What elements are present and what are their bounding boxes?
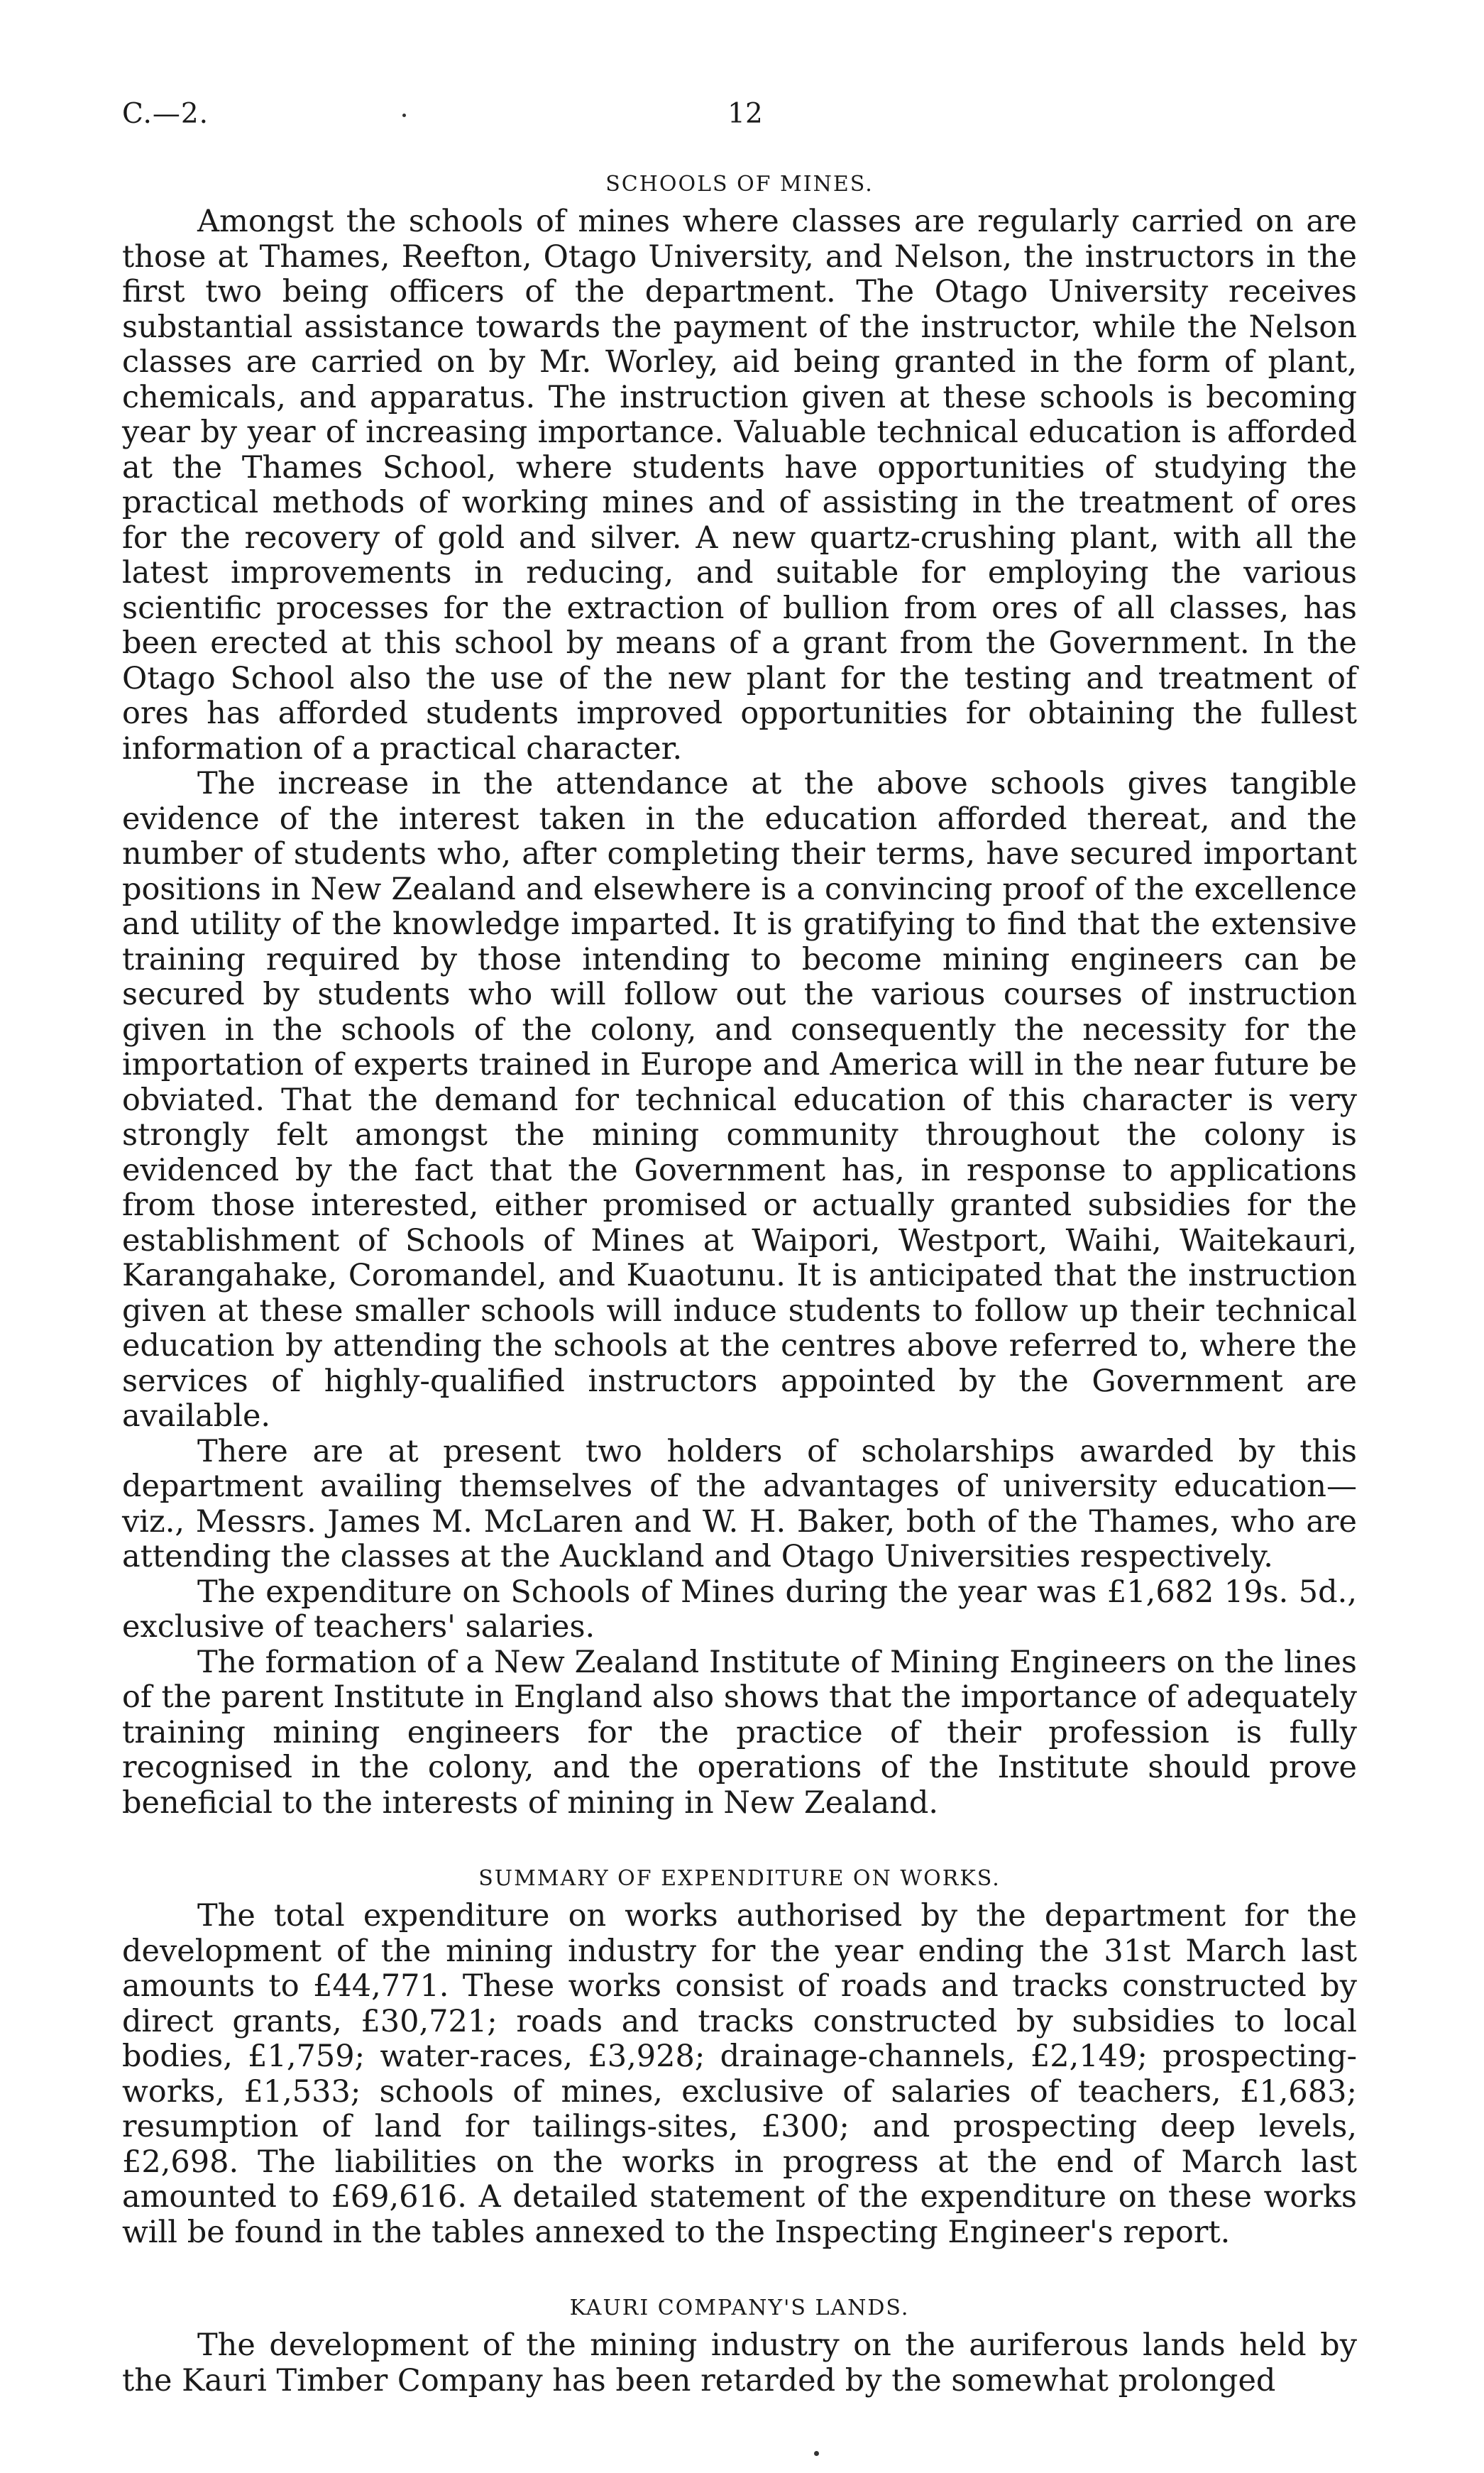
- section-heading: SCHOOLS OF MINES.: [605, 172, 874, 197]
- paragraph: The expenditure on Schools of Mines during the year was £1,682 19s. 5d., exclusive of teachers' salaries.: [122, 1574, 1357, 1645]
- section-heading: KAURI COMPANY'S LANDS.: [569, 2296, 910, 2320]
- page-reference: C.—2.: [122, 98, 209, 130]
- page-number: 12: [727, 98, 763, 130]
- paragraph: There are at present two holders of scholarships awarded by this department availing themselves of the advantages of university education—viz., Messrs. James M. McLaren and W. H. Baker, both of the Thames, who are attending the classes at the Auckland and Otago Universities respectively.: [122, 1433, 1357, 1574]
- header-dot-mark: [402, 114, 406, 117]
- section-summary-of-expenditure: [122, 1865, 1357, 2250]
- text-column: [122, 170, 1357, 2398]
- section-kauri-company-lands: [122, 2294, 1357, 2398]
- section-heading: SUMMARY OF EXPENDITURE ON WORKS.: [478, 1866, 1001, 1891]
- paragraph: The increase in the attendance at the above schools gives tangible evidence of the interest taken in the education afforded thereat, and the number of students who, after completing their terms, have secured important positions in New Zealand and elsewhere is a convincing proof of the excellence and utility of the knowledge imparted. It is gratifying to find that the extensive training required by those intending to become mining engineers can be secured by students who will follow out the various courses of instruction given in the schools of the colony, and consequently the necessity for the importation of experts trained in Europe and America will in the near future be obviated. That the demand for technical education of this character is very strongly felt amongst the mining community throughout the colony is evidenced by the fact that the Government has, in response to applications from those interested, either promised or actually granted subsidies for the establishment of Schools of Mines at Waipori, Westport, Waihi, Waitekauri, Karangahake, Coromandel, and Kuaotunu. It is anticipated that the instruction given at these smaller schools will induce students to follow up their technical education by attending the schools at the centres above referred to, where the services of highly-qualified instructors appointed by the Government are available.: [122, 766, 1357, 1434]
- paragraph: The total expenditure on works authorised by the department for the development of the mining industry for the year ending the 31st March last amounts to £44,771. These works consist of roads and tracks constructed by direct grants, £30,721; roads and tracks constructed by subsidies to local bodies, £1,759; water-races, £3,928; drainage-channels, £2,149; prospecting-works, £1,533; schools of mines, exclusive of salaries of teachers, £1,683; resumption of land for tailings-sites, £300; and prospecting deep levels, £2,698. The liabilities on the works in progress at the end of March last amounted to £69,616. A detailed statement of the expenditure on these works will be found in the tables annexed to the Inspecting Engineer's report.: [122, 1898, 1357, 2250]
- paragraph: The development of the mining industry on the auriferous lands held by the Kauri Timber Company has been retarded by the somewhat prolonged: [122, 2327, 1357, 2398]
- paragraph: Amongst the schools of mines where classes are regularly carried on are those at Thames, Reefton, Otago University, and Nelson, the instructors in the first two being officers of the department. The Otago University receives substantial assistance towards the payment of the instructor, while the Nelson classes are carried on by Mr. Worley, aid being granted in the form of plant, chemicals, and apparatus. The instruction given at these schools is becoming year by year of increasing importance. Valuable technical education is afforded at the Thames School, where students have opportunities of studying the practical methods of working mines and of assisting in the treatment of ores for the recovery of gold and silver. A new quartz-crushing plant, with all the latest improvements in reducing, and suitable for employing the various scientific processes for the extraction of bullion from ores of all classes, has been erected at this school by means of a grant from the Government. In the Otago School also the use of the new plant for the testing and treatment of ores has afforded students improved opportunities for obtaining the fullest information of a practical character.: [122, 204, 1357, 767]
- section-schools-of-mines: [122, 170, 1357, 1821]
- paragraph: The formation of a New Zealand Institute of Mining Engineers on the lines of the parent Institute in England also shows that the importance of adequately training mining engineers for the practice of their profession is fully recognised in the colony, and the operations of the Institute should prove beneficial to the interests of mining in New Zealand.: [122, 1644, 1357, 1821]
- footer-dot-mark: [814, 2451, 819, 2456]
